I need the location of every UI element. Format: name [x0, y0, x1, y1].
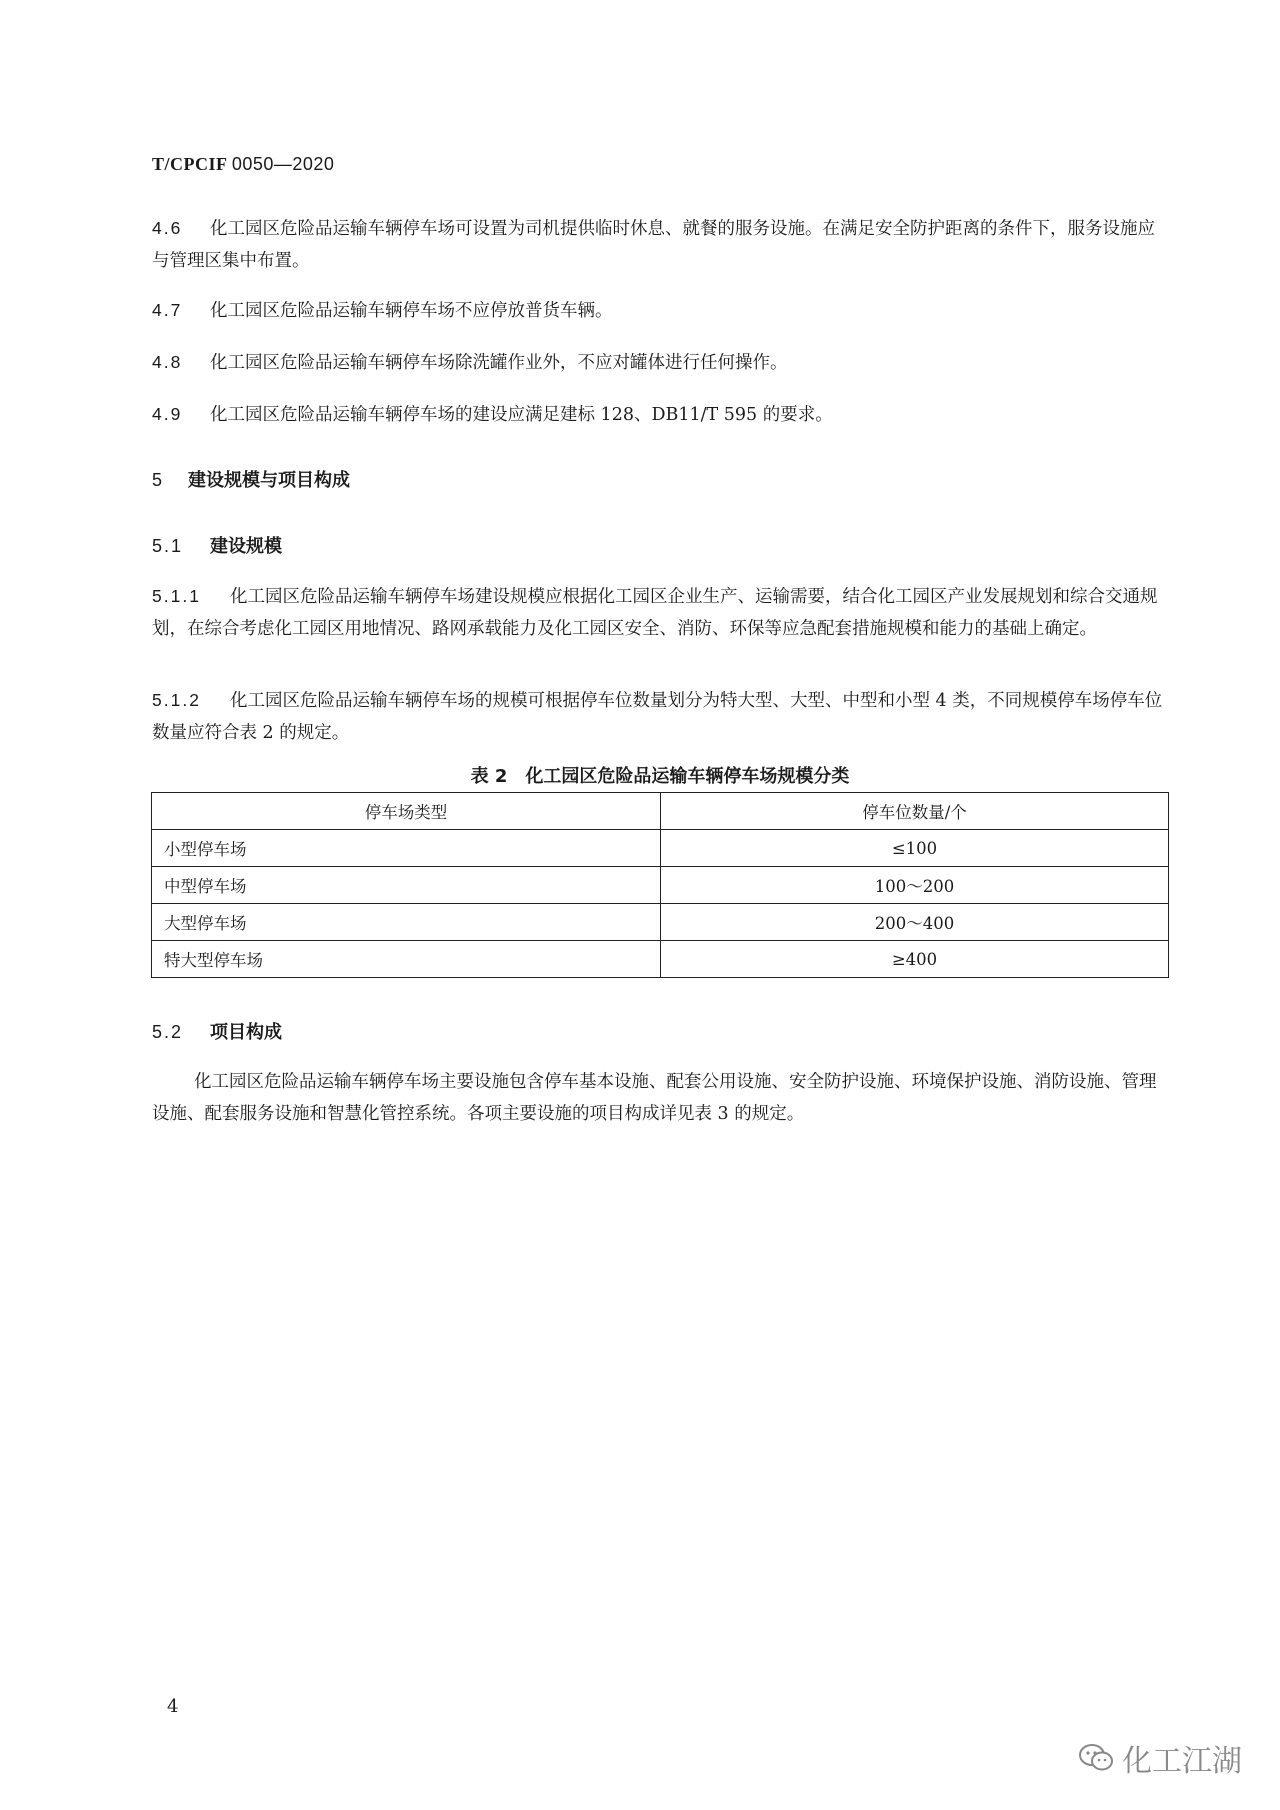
- clause-number: 4.6: [152, 218, 183, 238]
- section-title: 项目构成: [210, 1022, 282, 1043]
- watermark-text: 化工江湖: [1122, 1744, 1242, 1779]
- clause-number: 4.8: [152, 352, 183, 372]
- column-header-type: 停车场类型: [152, 793, 661, 830]
- watermark: [1078, 1736, 1242, 1780]
- table-row: [152, 867, 1169, 904]
- table-cell-type: 大型停车场: [152, 904, 661, 941]
- table-cell-count: ≥400: [661, 941, 1169, 978]
- clause-text: 化工园区危险品运输车辆停车场的建设应满足建标 128、DB11/T 595 的要求。: [210, 405, 833, 425]
- clause-text: 化工园区危险品运输车辆停车场不应停放普货车辆。: [210, 301, 613, 321]
- section-5-2-heading: [152, 1018, 282, 1044]
- clause-5-1-1: [152, 580, 1168, 645]
- table-row: [152, 941, 1169, 978]
- table-row: [152, 904, 1169, 941]
- standard-code: [152, 154, 334, 175]
- clause-4-9: [152, 398, 1168, 431]
- clause-number: 5.1.2: [152, 690, 201, 710]
- table-cell-type: 中型停车场: [152, 867, 661, 904]
- section-5-heading: [152, 466, 350, 492]
- standard-prefix: T/CPCIF: [152, 154, 227, 174]
- table-2-caption: 表 2 化工园区危险品运输车辆停车场规模分类: [470, 766, 850, 787]
- column-header-count: 停车位数量/个: [661, 793, 1169, 830]
- section-number: 5.2: [152, 1022, 184, 1042]
- table-2: [151, 792, 1169, 978]
- table-header-row: [152, 793, 1169, 830]
- clause-4-8: [152, 346, 1168, 379]
- clause-text: 化工园区危险品运输车辆停车场建设规模应根据化工园区企业生产、运输需要，结合化工园区产业发展规划和综合交通规划，在综合考虑化工园区用地情况、路网承载能力及化工园区安全、消防、环保等应急配套措施规模和能力的基础上确定。: [152, 587, 1158, 639]
- section-5-1-heading: [152, 532, 282, 558]
- clause-text: 化工园区危险品运输车辆停车场可设置为司机提供临时休息、就餐的服务设施。在满足安全防护距离的条件下，服务设施应与管理区集中布置。: [152, 219, 1155, 271]
- section-5-2-paragraph: 化工园区危险品运输车辆停车场主要设施包含停车基本设施、配套公用设施、安全防护设施、环境保护设施、消防设施、管理设施、配套服务设施和智慧化管控系统。各项主要设施的项目构成详见表 3 的规定。: [152, 1072, 1157, 1124]
- clause-4-7: [152, 294, 1168, 327]
- clause-text: 化工园区危险品运输车辆停车场的规模可根据停车位数量划分为特大型、大型、中型和小型 4 类，不同规模停车场停车位数量应符合表 2 的规定。: [152, 691, 1163, 743]
- clause-5-1-2: [152, 684, 1168, 749]
- table-cell-count: 100～200: [661, 867, 1169, 904]
- clause-number: 4.7: [152, 300, 183, 320]
- clause-number: 5.1.1: [152, 586, 201, 606]
- clause-text: 化工园区危险品运输车辆停车场除洗罐作业外，不应对罐体进行任何操作。: [210, 353, 788, 373]
- table-cell-count: 200～400: [661, 904, 1169, 941]
- section-number: 5.1: [152, 536, 184, 556]
- table-cell-type: 特大型停车场: [152, 941, 661, 978]
- wechat-icon: [1078, 1743, 1114, 1773]
- table-row: [152, 830, 1169, 867]
- section-number: 5: [152, 470, 165, 490]
- page-number: 4: [167, 1696, 179, 1717]
- clause-number: 4.9: [152, 404, 183, 424]
- section-title: 建设规模: [210, 536, 282, 557]
- table-cell-count: ≤100: [661, 830, 1169, 867]
- table-cell-type: 小型停车场: [152, 830, 661, 867]
- clause-4-6: [152, 212, 1168, 277]
- section-title: 建设规模与项目构成: [188, 470, 350, 491]
- standard-number: 0050—2020: [231, 154, 335, 174]
